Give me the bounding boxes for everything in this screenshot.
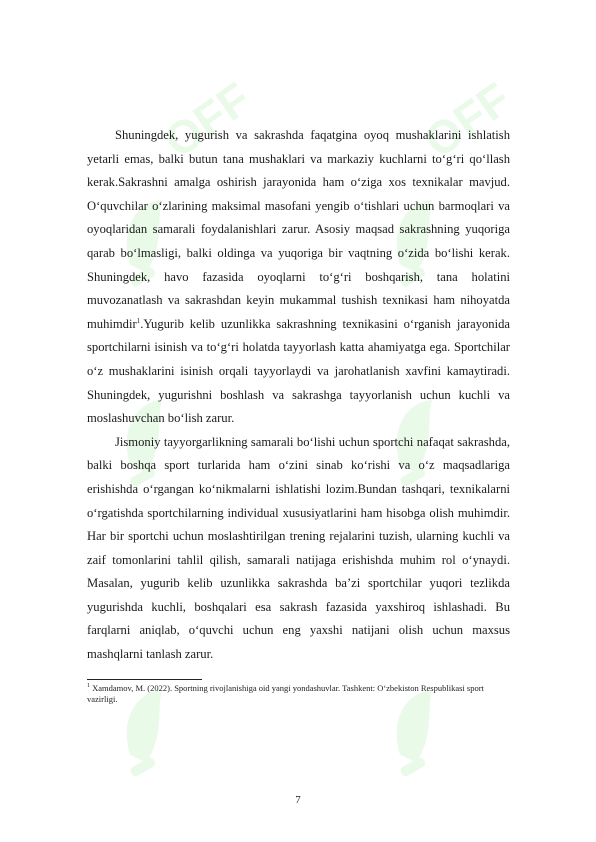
watermark-text: OFF	[154, 72, 260, 168]
paragraph-1-text-b: .Yugurib kelib uzunlikka sakrashning texnikasini o‘rganish jarayonida sportchilarni isinish va to‘g‘ri holatda tayyorlash katta ahamiyatga ega. Sportchilar o‘z mushaklarini isinish orqali tayyorlaydi va jarohatlanish xavfini kamaytiradi. Shuningdek, yugurishni boshlash va sakrashga tayyorlanish uchun kuchli va moslashuvchan bo‘lish zarur.	[87, 316, 510, 426]
footnote-number: 1	[87, 683, 90, 690]
footnote	[87, 683, 510, 705]
page-number: 7	[295, 794, 301, 806]
paragraph-1	[87, 124, 510, 431]
paragraph-2: Jismoniy tayyorgarlikning samarali bo‘lishi uchun sportchi nafaqat sakrashda, balki boshqa sport turlarida ham o‘zini sinab ko‘rishi va o‘z maqsadlariga erishishda o‘rgangan ko‘nikmalarni ishlatishi lozim.Bundan tashqari, texnikalarni o‘rgatishda sportchilarning individual xususiyatlarini ham hisobga olish muhimdir. Har bir sportchi uchun moslashtirilgan trening rejalarini tuzish, ularning kuchli va zaif tomonlarini tahlil qilish, samarali natijaga erishishda muhim rol o‘ynaydi. Masalan, yugurib kelib uzunlikka sakrashda ba’zi sportchilar yuqori tezlikda yugurishda kuchli, boshqalari esa sakrash fazasida yaxshiroq ishlashadi. Bu farqlarni aniqlab, o‘quvchi uchun eng yaxshi natijani olish uchun maxsus mashqlarni tanlash zarur.	[87, 434, 510, 662]
footnote-text: Xamdamov, M. (2022). Sportning rivojlanishiga oid yangi yondashuvlar. Tashkent: O‘zbekiston Respublikasi sport vazirligi.	[87, 683, 484, 704]
footnote-divider	[87, 679, 202, 680]
paragraph-1-text-a: Shuningdek, yugurish va sakrashda faqatgina oyoq mushaklarini ishlatish yetarli emas, balki butun tana mushaklari va markaziy kuchlarni to‘g‘ri qo‘llash kerak.Sakrashni amalga oshirish jarayonida ham o‘ziga xos texnikalar mavjud. O‘quvchilar o‘zlarining maksimal masofani yengib o‘tishlari uchun barmoqlari va oyoqlaridan samarali foydalanishlari zarur. Asosiy maqsad sakrashning yuqoriga qarab bo‘lmasligi, balki oldinga va yuqoriga bir vaqtning o‘zida bo‘lishi kerak. Shuningdek, havo fazasida oyoqlarni to‘g‘ri boshqarish, tana holatini muvozanatlash va sakrashdan keyin mukammal tushish texnikasi ham nihoyatda muhimdir	[87, 128, 510, 331]
footnote-reference[interactable]: 1	[136, 316, 141, 325]
watermark-text: OFF	[414, 72, 520, 168]
body-text	[87, 124, 510, 667]
